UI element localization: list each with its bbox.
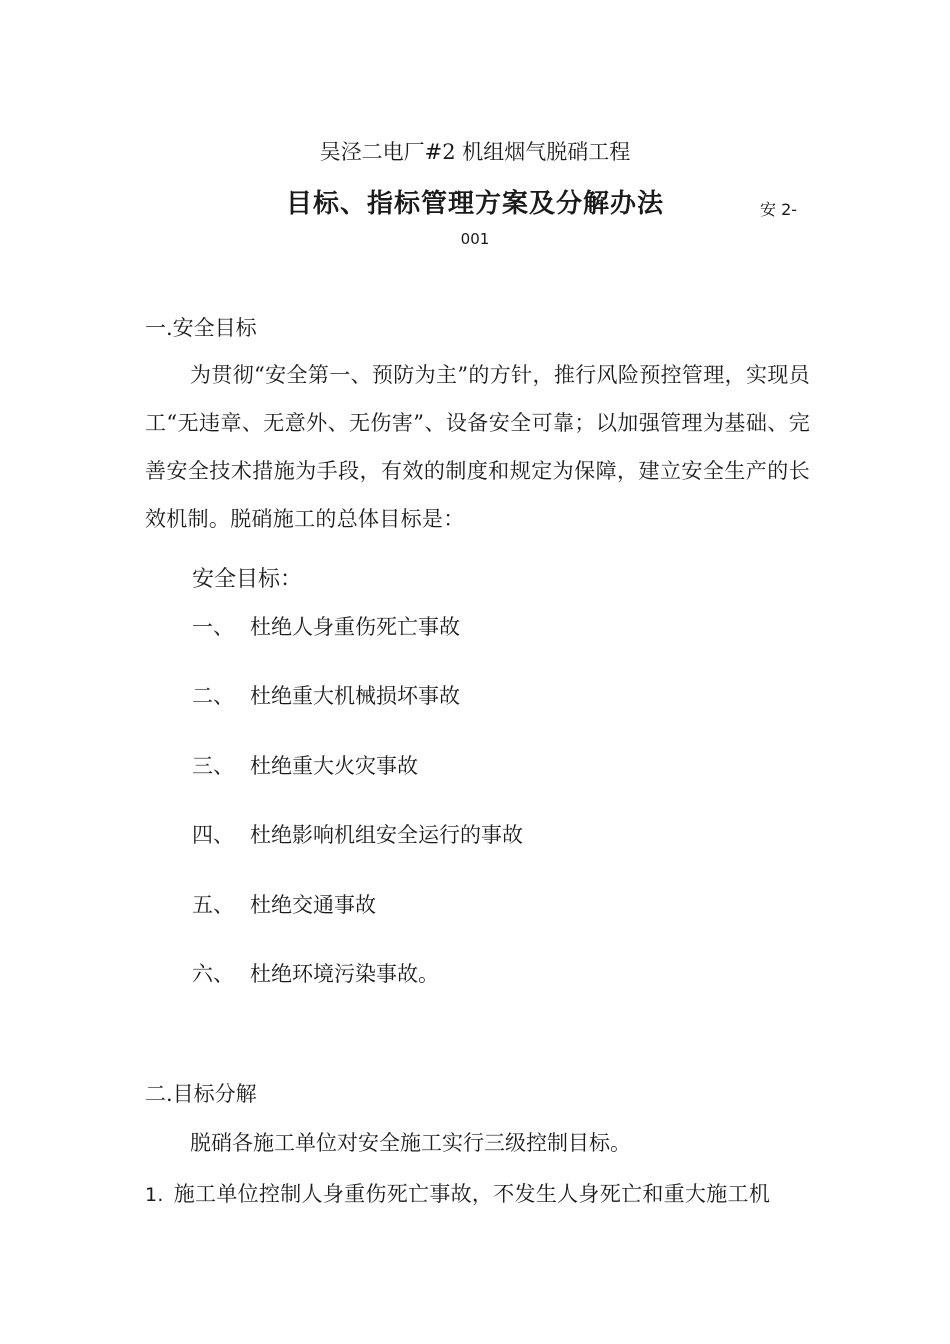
goal-item bbox=[192, 611, 460, 641]
list-item-text: 施工单位控制人身重伤死亡事故，不发生人身死亡和重大施工机 bbox=[173, 1182, 771, 1206]
goal-number: 五、 bbox=[192, 893, 234, 917]
goal-text: 杜绝重大机械损坏事故 bbox=[250, 684, 460, 708]
section-heading-goal-breakdown: 二.目标分解 bbox=[145, 1082, 257, 1106]
goal-text: 杜绝环境污染事故。 bbox=[250, 962, 439, 986]
goal-item bbox=[192, 889, 376, 919]
section-heading-safety-goals: 一.安全目标 bbox=[145, 316, 257, 340]
goal-item bbox=[192, 819, 523, 849]
list-item bbox=[145, 1178, 770, 1208]
goal-item bbox=[192, 680, 460, 710]
goal-number: 六、 bbox=[192, 962, 234, 986]
goal-text: 杜绝影响机组安全运行的事故 bbox=[250, 823, 523, 847]
project-title: 吴泾二电厂#2 机组烟气脱硝工程 bbox=[319, 140, 631, 164]
goals-label: 安全目标： bbox=[192, 567, 303, 592]
document-code-continuation: 001 bbox=[460, 230, 490, 248]
goal-text: 杜绝重大火灾事故 bbox=[250, 754, 418, 778]
goal-number: 三、 bbox=[192, 754, 234, 778]
document-title: 目标、指标管理方案及分解办法 bbox=[286, 189, 665, 219]
goal-text: 杜绝人身重伤死亡事故 bbox=[250, 615, 460, 639]
goal-number: 四、 bbox=[192, 823, 234, 847]
list-item-number: 1. bbox=[145, 1184, 164, 1206]
goal-item bbox=[192, 750, 418, 780]
goal-text: 杜绝交通事故 bbox=[250, 893, 376, 917]
goal-number: 二、 bbox=[192, 684, 234, 708]
document-code: 安 2- bbox=[760, 200, 798, 219]
safety-policy-paragraph: 为贯彻“安全第一、预防为主”的方针，推行风险预控管理，实现员工“无违章、无意外、无伤害”、设备安全可靠；以加强管理为基础、完善安全技术措施为手段，有效的制度和规定为保障，建立安全生产的长效机制。脱硝施工的总体目标是： bbox=[145, 363, 810, 531]
breakdown-intro: 脱硝各施工单位对安全施工实行三级控制目标。 bbox=[190, 1131, 631, 1155]
goal-number: 一、 bbox=[192, 615, 234, 639]
goal-item bbox=[192, 958, 439, 988]
